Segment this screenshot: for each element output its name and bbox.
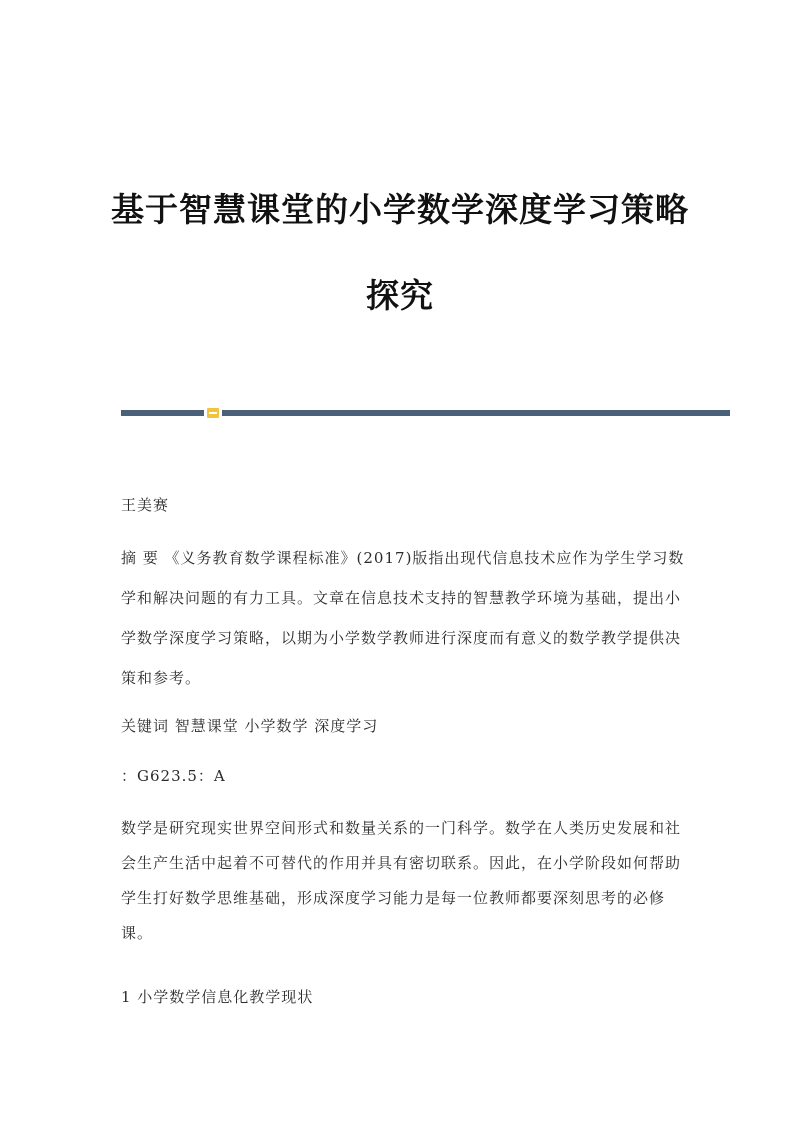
classification-code: ：G623.5：A [121,767,226,785]
divider-envelope-icon [207,408,219,418]
divider-bar-right [222,410,730,416]
author-name: 王美赛 [121,496,170,514]
title-divider [121,408,730,417]
keywords-line: 关键词 智慧课堂 小学数学 深度学习 [121,717,379,735]
document-title-line-1: 基于智慧课堂的小学数学深度学习策略 [111,190,689,229]
document-title-line-2: 探究 [366,276,434,315]
intro-paragraph: 数学是研究现实世界空间形式和数量关系的一门科学。数学在人类历史发展和社会生产生活中起着不可替代的作用并具有密切联系。因此，在小学阶段如何帮助学生打好数学思维基础，形成深度学习能力是每一位教师都要深刻思考的必修课。 [121,819,682,942]
abstract-paragraph: 摘 要 《义务教育数学课程标准》(2017)版指出现代信息技术应作为学生学习数学和解决问题的有力工具。文章在信息技术支持的智慧教学环境为基础，提出小学数学深度学习策略，以期为小学数学教师进行深度而有意义的数学教学提供决策和参考。 [121,549,685,687]
section-heading: 1 小学数学信息化教学现状 [121,988,314,1006]
divider-bar-left [121,410,204,416]
